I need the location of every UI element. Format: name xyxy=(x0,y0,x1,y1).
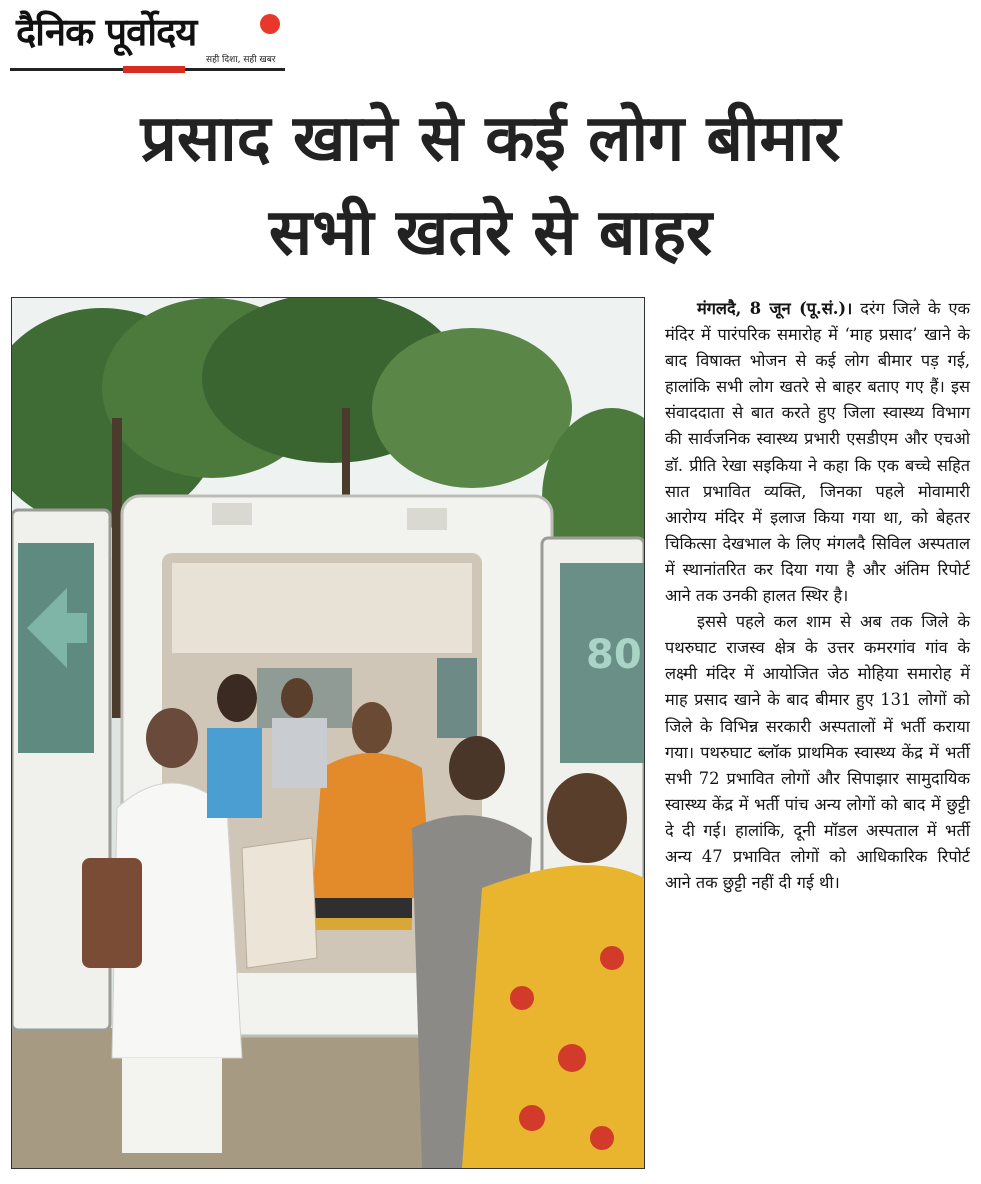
news-photo xyxy=(11,297,645,1169)
ambulance-number-text: 80 xyxy=(586,632,642,678)
ambulance-scene-illustration xyxy=(12,298,644,1168)
newspaper-tagline: सही दिशा, सही खबर xyxy=(206,55,276,65)
newspaper-logo-title: दैनिक पूर्वोदय xyxy=(16,10,197,54)
article-paragraph-2: इससे पहले कल शाम से अब तक जिले के पथरुघाट राजस्व क्षेत्र के उत्तर कमरगांव गांव के लक्ष्मी मंदिर में आयोजित जेठ मोहिया समारोह में माह प्रसाद खाने के बाद बीमार हुए 131 लोगों को जिले के विभिन्न सरकारी अस्पतालों में भर्ती कराया गया। पथरुघाट ब्लॉक प्राथमिक स्वास्थ्य केंद्र में भर्ती सभी 72 प्रभावित लोगों और सिपाझार सामुदायिक स्वास्थ्य केंद्र में भर्ती पांच अन्य लोगों को बाद में छुट्टी दे दी गई। हालांकि, दूनी मॉडल अस्पताल में भर्ती अन्य 47 प्रभावित लोगों को आधिकारिक रिपोर्ट आने तक छुट्टी नहीं दी गई थी। xyxy=(665,612,970,893)
article-paragraph-1-text: दरंग जिले के एक मंदिर में पारंपरिक समारोह में ‘माह प्रसाद’ खाने के बाद विषाक्त भोजन से कई लोग बीमार पड़ गई, हालांकि सभी लोग खतरे से बाहर बताए गए हैं। इस संवाददाता से बात करते हुए जिला स्वास्थ्य विभाग की सार्वजनिक स्वास्थ्य प्रभारी एसडीएम और एचओ डॉ. प्रीति रेखा सइकिया ने कहा कि एक बच्चे सहित सात प्रभावित व्यक्ति, जिनका पहले मोवामारी आरोग्य मंदिर में इलाज किया गया था, को बेहतर चिकित्सा देखभाल के लिए मंगलदै सिविल अस्पताल में स्थानांतरित कर दिया गया है और अंतिम रिपोर्ट आने तक उनकी हालत स्थिर है। xyxy=(665,299,970,606)
masthead-red-bar xyxy=(123,66,185,73)
headline xyxy=(0,92,981,280)
logo-dot-icon xyxy=(260,14,280,34)
article-body xyxy=(665,296,970,896)
masthead xyxy=(10,4,285,74)
article-paragraph-1 xyxy=(665,296,970,609)
headline-line-1: प्रसाद खाने से कई लोग बीमार xyxy=(140,102,841,176)
article-dateline: मंगलदै, 8 जून (पू.सं.)। xyxy=(697,299,853,318)
headline-line-2: सभी खतरे से बाहर xyxy=(268,196,713,270)
